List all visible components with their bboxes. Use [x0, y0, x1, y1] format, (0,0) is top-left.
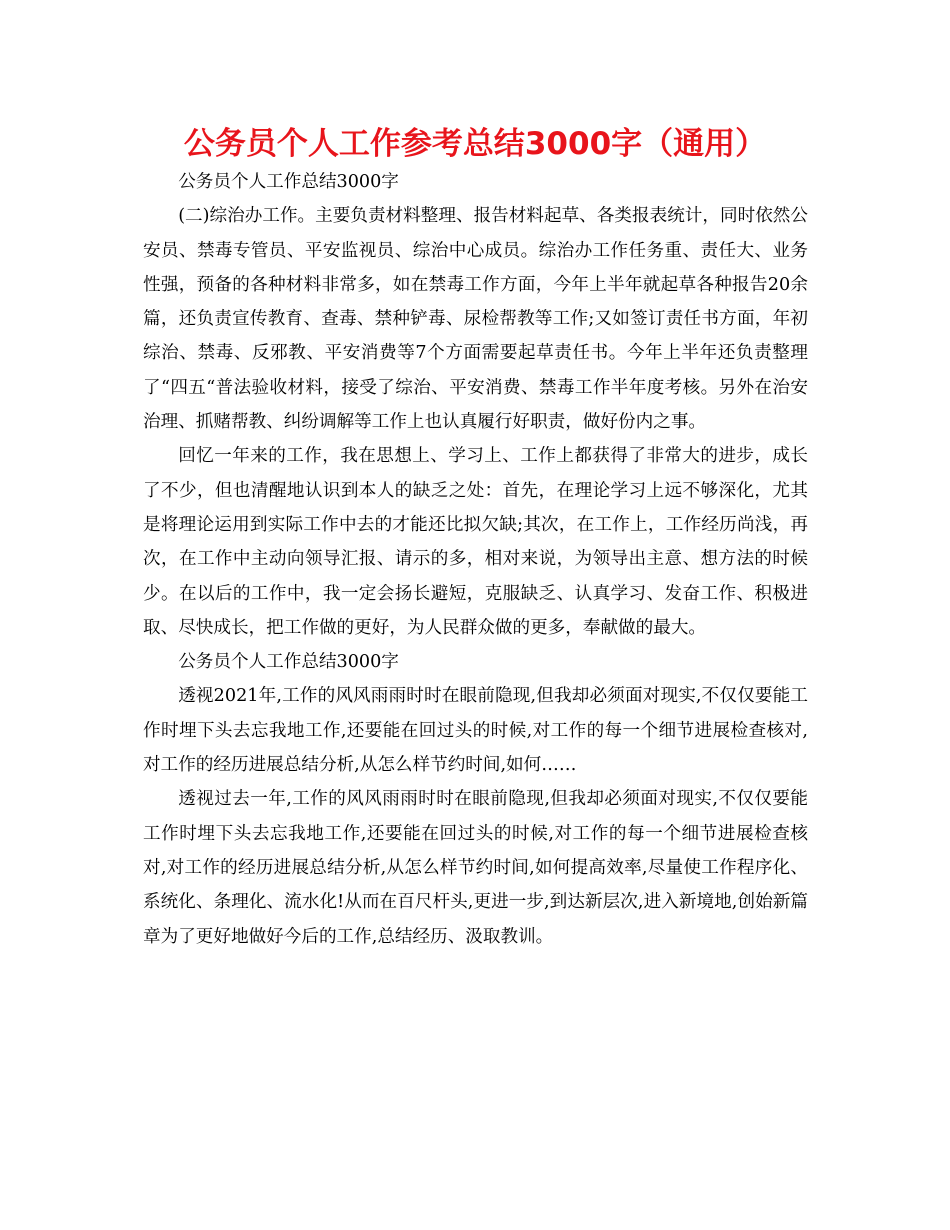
paragraph: 透视2021年,工作的风风雨雨时时在眼前隐现,但我却必须面对现实,不仅仅要能工作时埋下头去忘我地工作,还要能在回过头的时候,对工作的每一个细节进展检查核对,对工作的经历进展总结分析,从怎么样节约时间,如何……	[143, 686, 808, 776]
document-body	[143, 165, 808, 954]
section-heading: 公务员个人工作总结3000字	[178, 652, 399, 673]
section-heading: 公务员个人工作总结3000字	[178, 172, 399, 192]
paragraph: (二)综治办工作。主要负责材料整理、报告材料起草、各类报表统计，同时依然公安员、禁毒专管员、平安监视员、综治中心成员。综治办工作任务重、责任大、业务性强，预备的各种材料非常多，如在禁毒工作方面，今年上半年就起草各种报告20余篇，还负责宣传教育、查毒、禁种铲毒、尿检帮教等工作;又如签订责任书方面，年初综治、禁毒、反邪教、平安消费等7个方面需要起草责任书。今年上半年还负责整理了“四五“普法验收材料，接受了综治、平安消费、禁毒工作半年度考核。另外在治安治理、抓赌帮教、纠纷调解等工作上也认真履行好职责，做好份内之事。	[143, 206, 808, 433]
paragraph: 透视过去一年,工作的风风雨雨时时在眼前隐现,但我却必须面对现实,不仅仅要能工作时埋下头去忘我地工作,还要能在回过头的时候,对工作的每一个细节进展检查核对,对工作的经历进展总结分析,从怎么样节约时间,如何提高效率,尽量使工作程序化、系统化、条理化、流水化!从而在百尺杆头,更进一步,到达新层次,进入新境地,创始新篇章为了更好地做好今后的工作,总结经历、汲取教训。	[143, 789, 808, 947]
paragraph: 回忆一年来的工作，我在思想上、学习上、工作上都获得了非常大的进步，成长了不少，但也清醒地认识到本人的缺乏之处：首先，在理论学习上远不够深化，尤其是将理论运用到实际工作中去的才能还比拟欠缺;其次，在工作上，工作经历尚浅，再次，在工作中主动向领导汇报、请示的多，相对来说，为领导出主意、想方法的时候少。在以后的工作中，我一定会扬长避短，克服缺乏、认真学习、发奋工作、积极进取、尽快成长，把工作做的更好，为人民群众做的更多，奉献做的最大。	[143, 446, 808, 638]
document-title: 公务员个人工作参考总结3000字（通用）	[183, 126, 767, 162]
